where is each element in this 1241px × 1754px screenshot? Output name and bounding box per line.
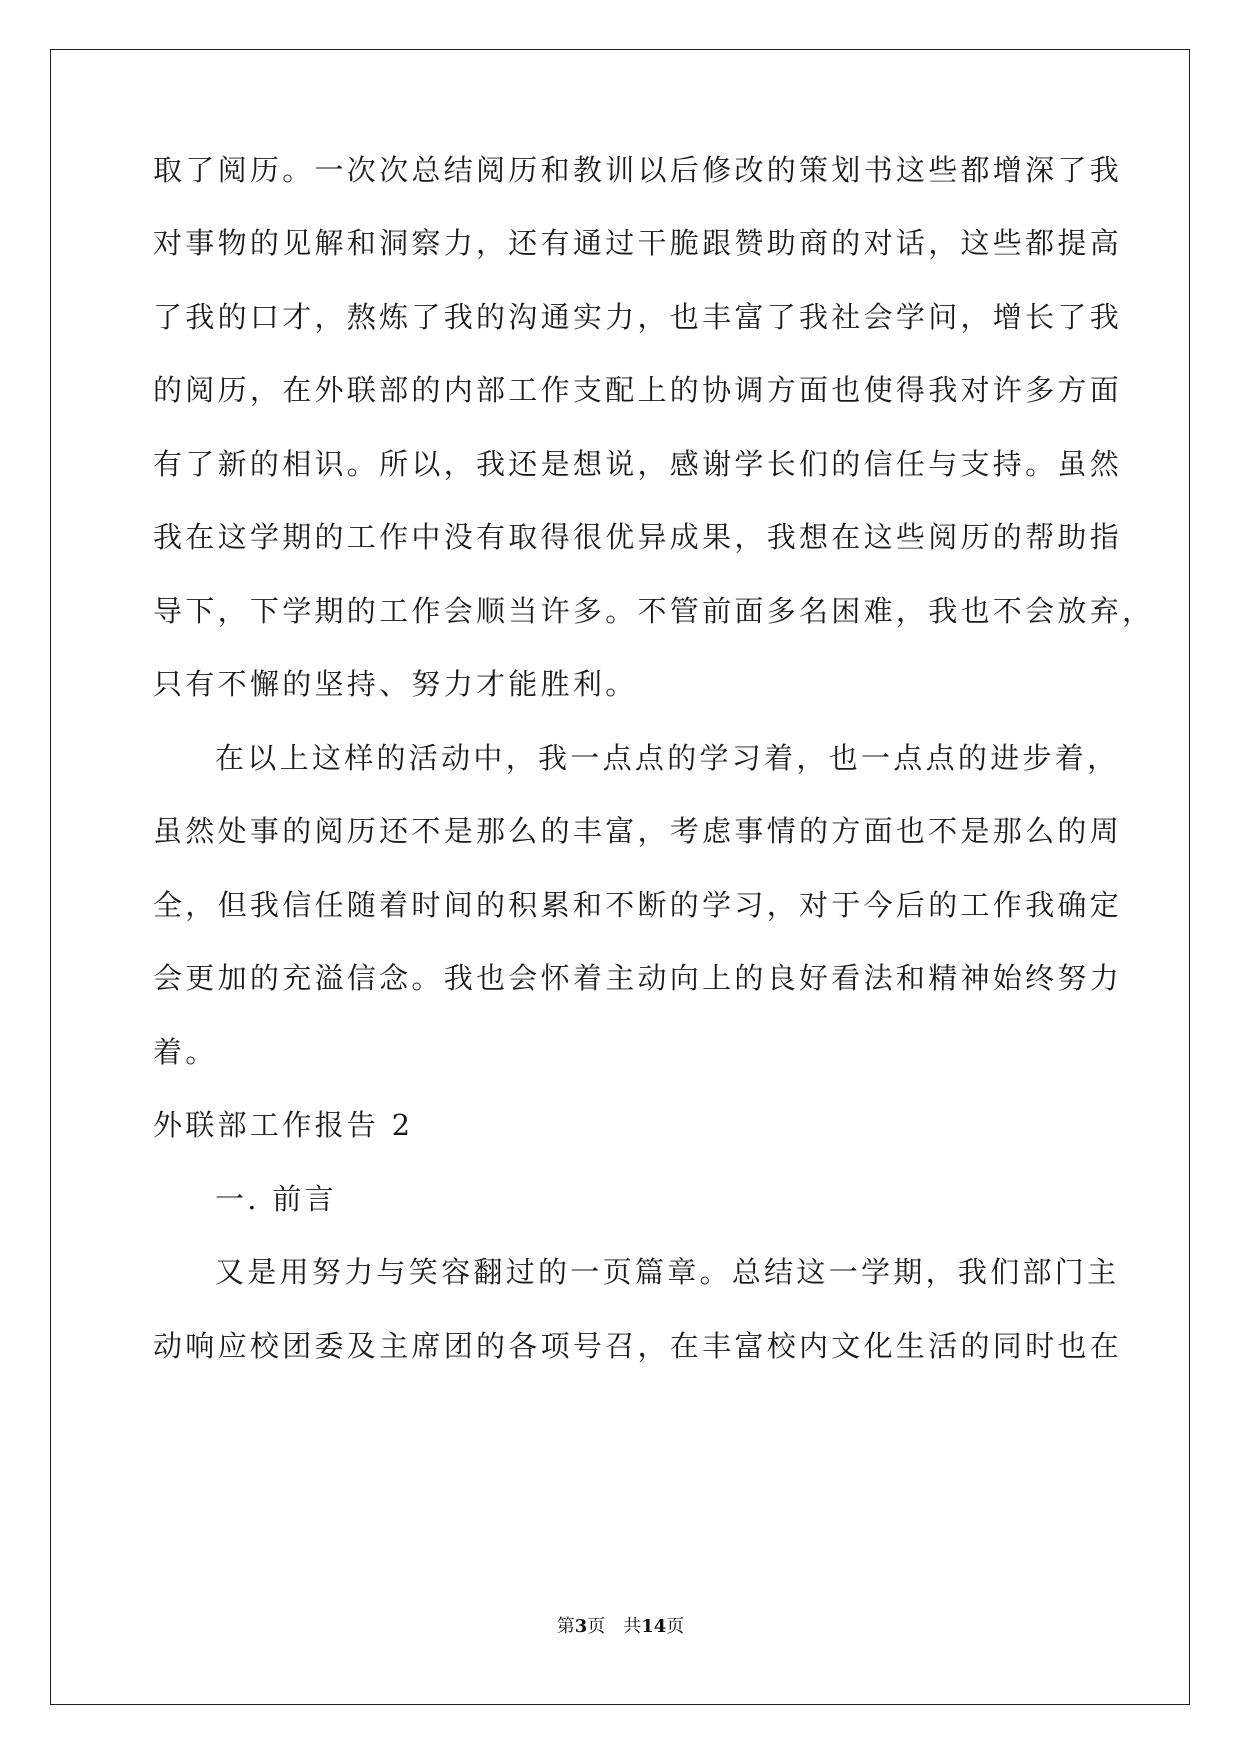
paragraph-line: 我在这学期的工作中没有取得很优异成果，我想在这些阅历的帮助指	[153, 520, 1123, 554]
total-page-number: 14	[641, 1616, 667, 1637]
paragraph-line: 导下，下学期的工作会顺当许多。不管前面多名困难，我也不会放弃，	[153, 594, 1155, 628]
section-heading: 外联部工作报告 2	[153, 1108, 414, 1142]
subsection-heading: 一. 前言	[215, 1182, 337, 1216]
paragraph-line: 动响应校团委及主席团的各项号召，在丰富校内文化生活的同时也在	[153, 1329, 1123, 1363]
paragraph-line: 虽然处事的阅历还不是那么的丰富，考虑事情的方面也不是那么的周	[153, 814, 1123, 848]
paragraph-line: 又是用努力与笑容翻过的一页篇章。总结这一学期，我们部门主	[215, 1255, 1120, 1289]
paragraph-line: 有了新的相识。所以，我还是想说，感谢学长们的信任与支持。虽然	[153, 447, 1123, 481]
paragraph-line: 在以上这样的活动中，我一点点的学习着，也一点点的进步着，	[215, 741, 1120, 775]
paragraph-line: 取了阅历。一次次总结阅历和教训以后修改的策划书这些都增深了我	[153, 153, 1123, 187]
page-footer	[0, 1612, 1241, 1638]
paragraph-line: 了我的口才，熬炼了我的沟通实力，也丰富了我社会学问，增长了我	[153, 300, 1123, 334]
paragraph-line: 会更加的充溢信念。我也会怀着主动向上的良好看法和精神始终努力	[153, 961, 1123, 995]
paragraph-line: 对事物的见解和洞察力，还有通过干脆跟赞助商的对话，这些都提高	[153, 226, 1123, 260]
paragraph-line: 着。	[153, 1035, 218, 1069]
paragraph-line: 只有不懈的坚持、努力才能胜利。	[153, 667, 638, 701]
current-page-number: 3	[574, 1616, 588, 1637]
footer-text: 第	[556, 1616, 575, 1637]
footer-text: 页	[666, 1616, 685, 1637]
footer-text: 页 共	[587, 1616, 642, 1637]
paragraph-line: 的阅历，在外联部的内部工作支配上的协调方面也使得我对许多方面	[153, 373, 1123, 407]
paragraph-line: 全，但我信任随着时间的积累和不断的学习，对于今后的工作我确定	[153, 888, 1123, 922]
